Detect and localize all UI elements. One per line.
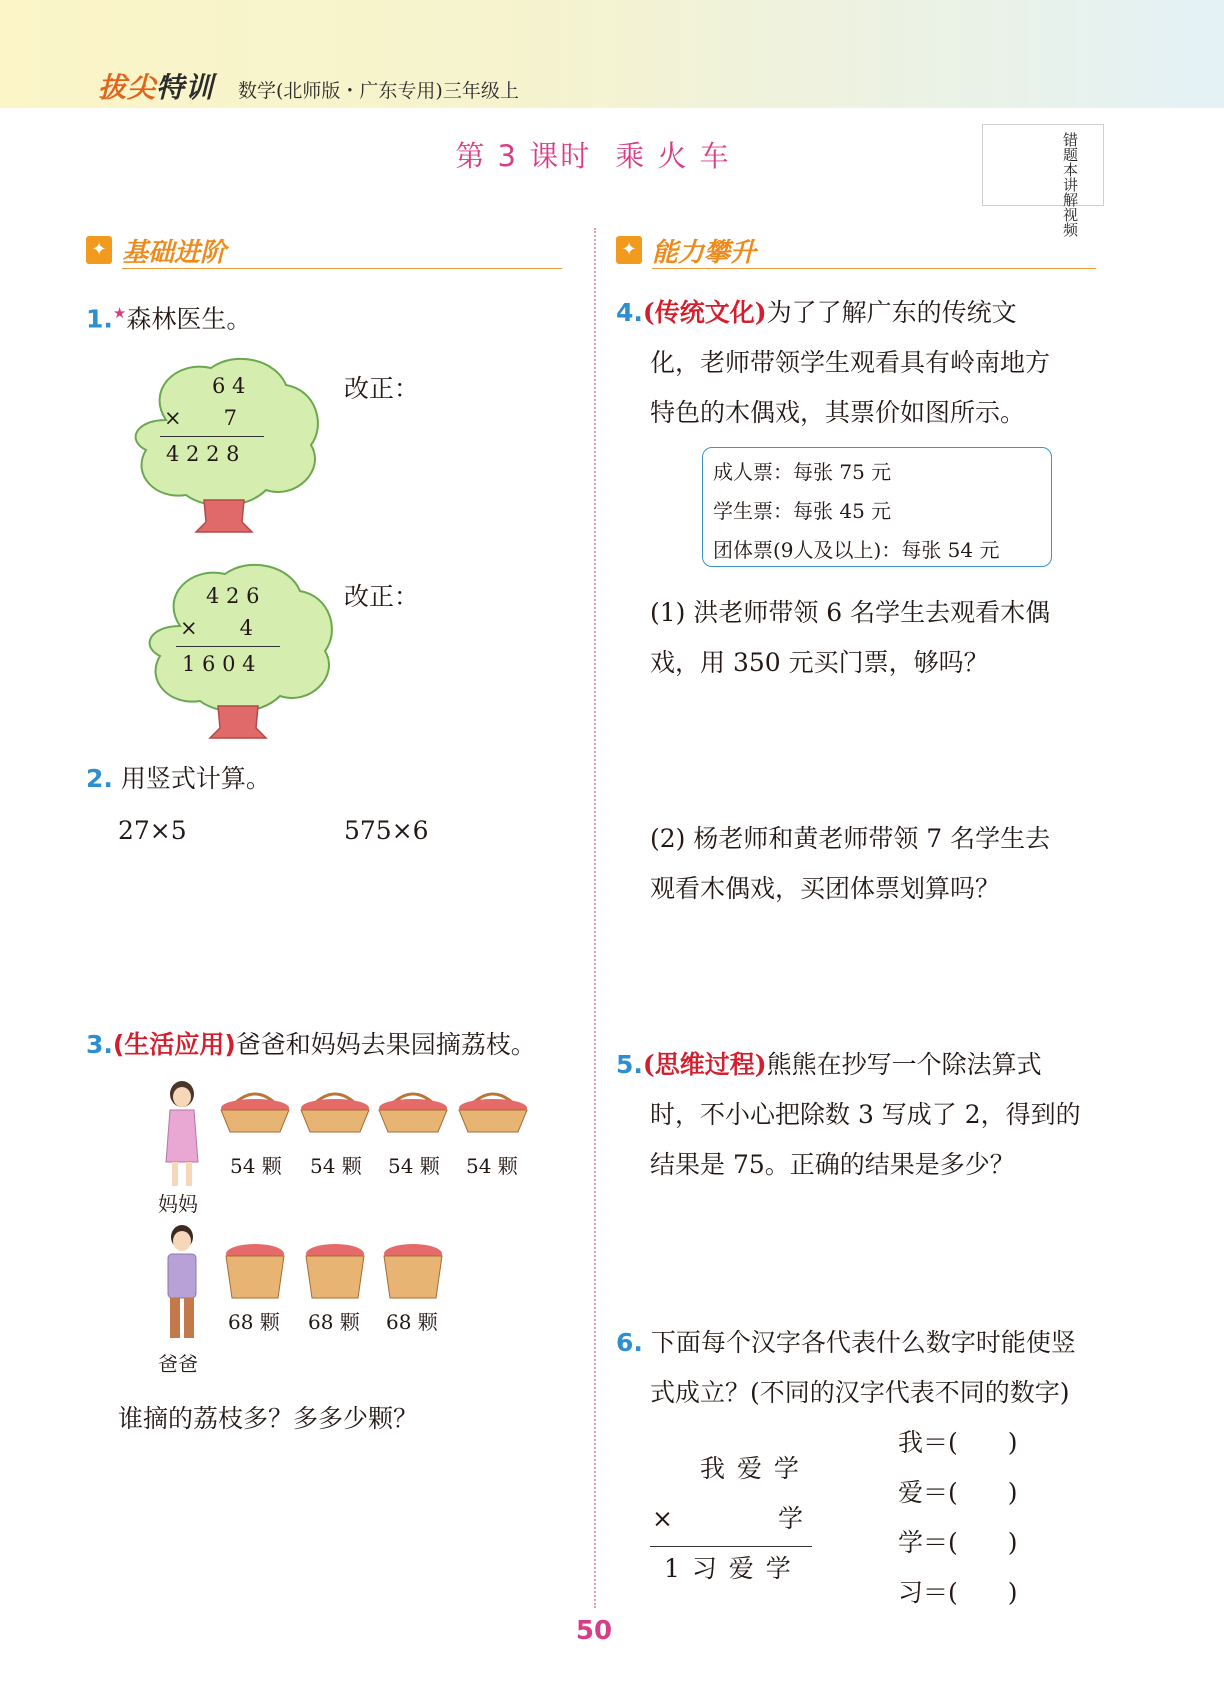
dad-figure: [158, 1224, 206, 1348]
fix-label-2: 改正：: [344, 582, 420, 611]
mom-figure: [158, 1080, 206, 1190]
section-underline: [652, 268, 1096, 269]
section-title: 能力攀升: [652, 238, 757, 268]
qr-label: 错题本讲解视频: [1061, 132, 1079, 237]
q6-calc-mid: 学: [778, 1504, 804, 1533]
ticket-adult: 成人票：每张 75 元: [713, 460, 892, 484]
basket-icon: [218, 1088, 292, 1136]
lesson-title: 第 3 课时 乘 火 车: [455, 139, 731, 173]
qr-box[interactable]: [982, 124, 1104, 206]
ticket-price-box: [702, 447, 1052, 567]
brand-logo: 拔尖特训: [98, 71, 215, 104]
star-icon: ★: [112, 304, 127, 322]
q6-text: 6. 下面每个汉字各代表什么数字时能使竖 式成立？(不同的汉字代表不同的数字): [616, 1328, 1076, 1407]
dad-basket-label: 68 颗: [228, 1310, 280, 1334]
section-header-basic: [86, 232, 566, 272]
tree1-line: [160, 436, 264, 437]
climber-icon: ✦: [616, 236, 642, 264]
q2-heading: 2. 用竖式计算。: [86, 764, 271, 793]
mom-basket-label: 54 颗: [310, 1154, 362, 1178]
basket-icon: [376, 1088, 450, 1136]
basket-icon: [456, 1088, 530, 1136]
tree2-line: [176, 646, 280, 647]
q4-text: 4.(传统文化)为了了解广东的传统文 化，老师带领学生观看具有岭南地方 特色的木偶戏，其票价如图所示。: [616, 298, 1051, 427]
q6-calc-sign: ×: [652, 1504, 673, 1533]
basket-icon: [298, 1088, 372, 1136]
q2-expr-1: 27×5: [118, 816, 187, 845]
dad-label: 爸爸: [158, 1352, 198, 1376]
q3-question: 谁摘的荔枝多？多多少颗？: [118, 1404, 419, 1433]
tree2-top: 4 2 6: [206, 584, 260, 608]
section-underline: [122, 268, 562, 269]
mom-basket-label: 54 颗: [466, 1154, 518, 1178]
tree1-mid: × 7: [164, 406, 237, 430]
tree1-result: 4 2 2 8: [166, 442, 240, 466]
runner-icon: ✦: [86, 236, 112, 264]
q3-heading: 3.(生活应用)爸爸和妈妈去果园摘荔枝。: [86, 1030, 536, 1059]
ticket-group: 团体票(9人及以上)：每张 54 元: [713, 538, 1000, 562]
basket-icon: [382, 1242, 444, 1302]
q6-answer-ai[interactable]: 爱＝( ): [898, 1478, 1018, 1507]
basket-icon: [304, 1242, 366, 1302]
tree2-result: 1 6 0 4: [182, 652, 256, 676]
ticket-student: 学生票：每张 45 元: [713, 499, 892, 523]
q2-expr-2: 575×6: [344, 816, 429, 845]
q6-calc-top: 我 爱 学: [700, 1454, 801, 1483]
tree2-mid: × 4: [180, 616, 253, 640]
fix-label-1: 改正：: [344, 374, 420, 403]
section-title: 基础进阶: [122, 238, 227, 268]
q1-heading: 1.★森林医生。: [86, 304, 252, 334]
basket-icon: [224, 1242, 286, 1302]
q6-calc-result: 1 习 爱 学: [664, 1554, 793, 1583]
subject-title: 数学(北师版・广东专用)三年级上: [238, 80, 519, 102]
q6-answer-wo[interactable]: 我＝( ): [898, 1428, 1018, 1457]
tree1-top: 6 4: [212, 374, 246, 398]
q4-sub2: (2) 杨老师和黄老师带领 7 名学生去 观看木偶戏，买团体票划算吗？: [650, 824, 1051, 903]
page-number: 50: [575, 1616, 613, 1646]
column-divider: [594, 228, 596, 1608]
mom-label: 妈妈: [158, 1192, 198, 1216]
q4-sub1: (1) 洪老师带领 6 名学生去观看木偶 戏，用 350 元买门票，够吗？: [650, 598, 1051, 677]
q6-answer-xue[interactable]: 学＝( ): [898, 1528, 1018, 1557]
q6-answer-xi[interactable]: 习＝( ): [898, 1578, 1018, 1607]
mom-basket-label: 54 颗: [230, 1154, 282, 1178]
q5-text: 5.(思维过程)熊熊在抄写一个除法算式 时，不小心把除数 3 写成了 2，得到的 结果是 75。正确的结果是多少？: [616, 1050, 1081, 1179]
mom-basket-label: 54 颗: [388, 1154, 440, 1178]
dad-basket-label: 68 颗: [386, 1310, 438, 1334]
dad-basket-label: 68 颗: [308, 1310, 360, 1334]
section-header-advanced: [616, 232, 1100, 272]
